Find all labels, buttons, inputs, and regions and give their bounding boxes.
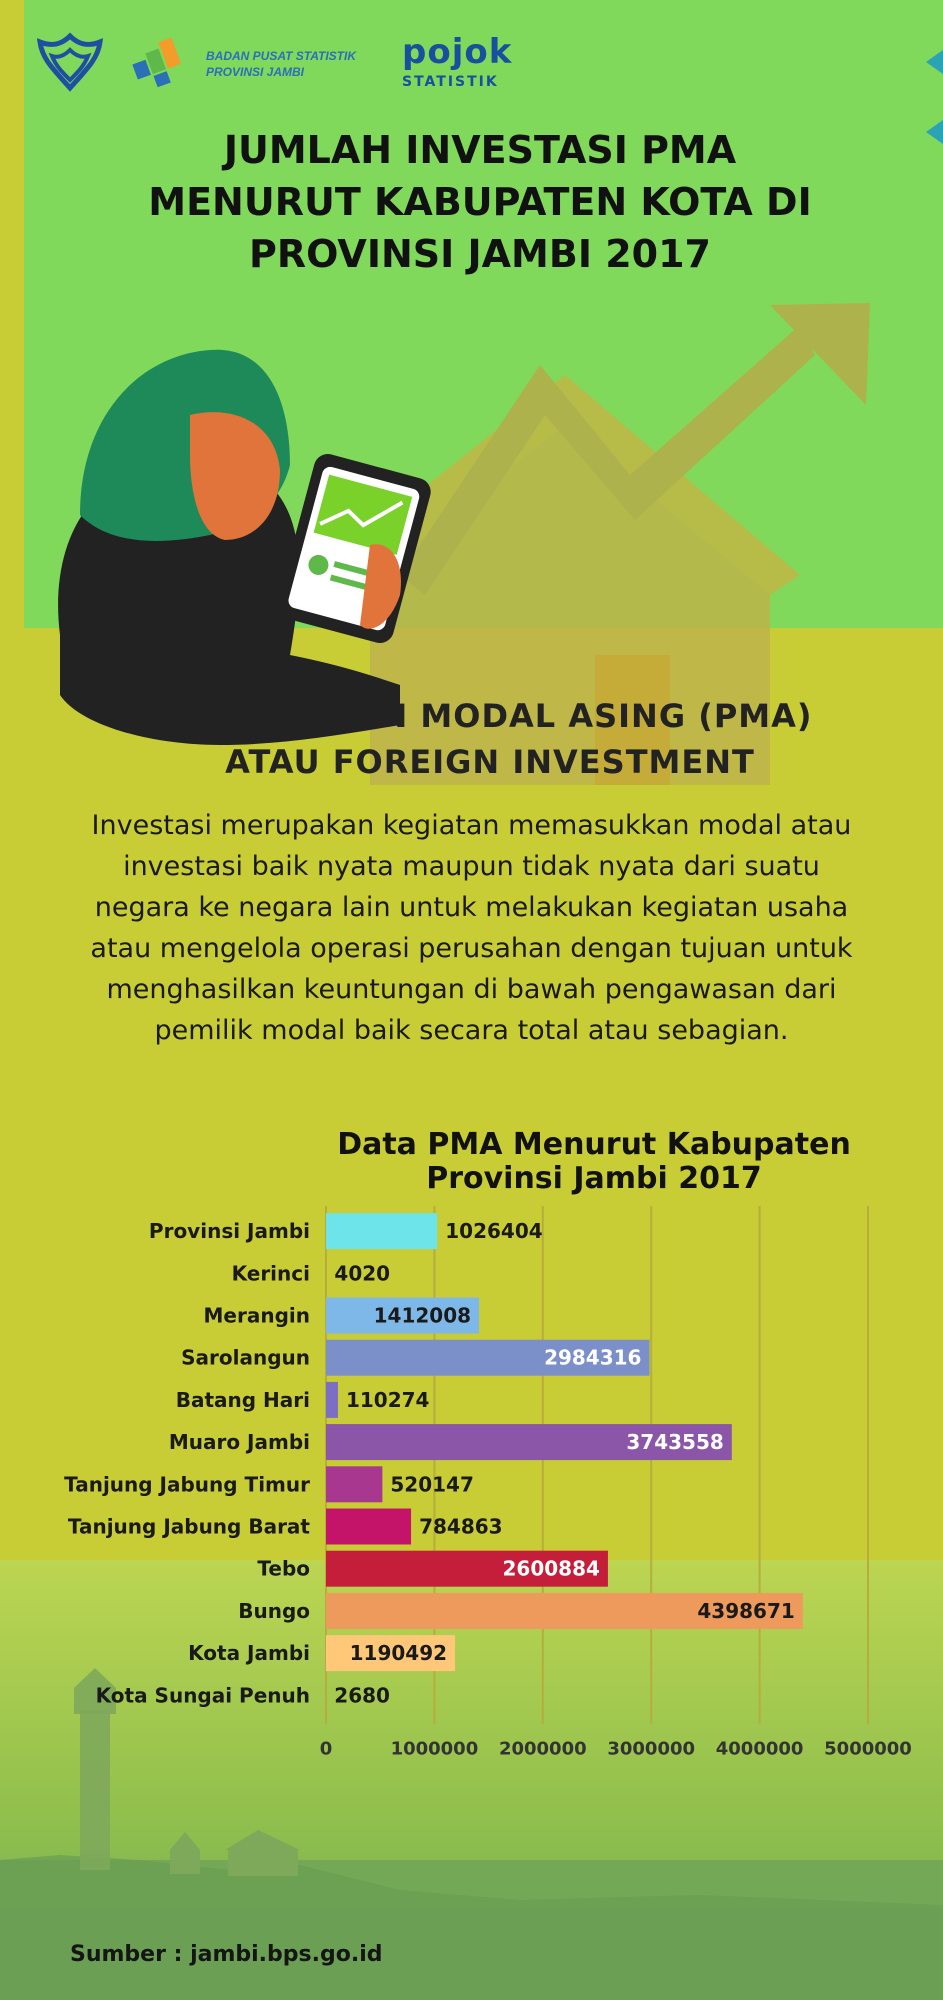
category-label: Kerinci — [231, 1261, 310, 1286]
pma-bar-chart — [0, 1110, 943, 1770]
x-tick-label: 2000000 — [498, 1738, 587, 1760]
source-credit: Sumber : jambi.bps.go.id — [70, 1942, 383, 1967]
data-label: 2680 — [334, 1683, 390, 1708]
page-title-line1: JUMLAH INVESTASI PMA — [223, 128, 737, 172]
x-tick-label: 5000000 — [824, 1738, 912, 1760]
category-label: Batang Hari — [175, 1387, 310, 1412]
page-title — [100, 124, 860, 280]
data-label: 1412008 — [373, 1303, 472, 1328]
data-label: 1026404 — [445, 1219, 543, 1244]
pojok-logo-sub: STATISTIK — [402, 74, 499, 90]
data-label: 2600884 — [502, 1556, 600, 1581]
description-line: atau mengelola operasi perusahan dengan tujuan untuk — [90, 933, 853, 964]
x-tick-label: 4000000 — [715, 1738, 804, 1760]
page-title-line2: MENURUT KABUPATEN KOTA DI — [148, 180, 812, 224]
chart-title-line2: Provinsi Jambi 2017 — [426, 1161, 762, 1196]
data-label: 2984316 — [544, 1345, 642, 1370]
section-subtitle — [100, 693, 880, 785]
government-emblem-icon — [36, 32, 104, 92]
category-label: Muaro Jambi — [168, 1430, 310, 1455]
category-label: Tanjung Jabung Timur — [64, 1472, 310, 1497]
category-label: Bungo — [238, 1598, 310, 1623]
x-tick-label: 3000000 — [607, 1738, 696, 1760]
logo-row — [36, 28, 536, 98]
woman-with-tablet-icon — [58, 350, 434, 745]
category-label: Kota Sungai Penuh — [95, 1683, 310, 1708]
data-label: 784863 — [419, 1514, 503, 1539]
data-label: 3743558 — [626, 1430, 724, 1455]
category-label: Merangin — [203, 1303, 310, 1328]
section-subtitle-line1: PENANAMAN MODAL ASING (PMA) — [167, 697, 813, 735]
chart-title-line1: Data PMA Menurut Kabupaten — [337, 1127, 851, 1162]
section-subtitle-line2: ATAU FOREIGN INVESTMENT — [225, 743, 755, 781]
bps-name-line1: BADAN PUSAT STATISTIK — [206, 49, 356, 63]
x-tick-label: 1000000 — [390, 1738, 479, 1760]
description-line: negara ke negara lain untuk melakukan kegiatan usaha — [94, 892, 849, 923]
x-tick-label: 0 — [319, 1738, 333, 1760]
pojok-logo-word: pojok — [402, 32, 513, 72]
bps-logo-icon — [124, 34, 202, 94]
category-label: Sarolangun — [181, 1345, 310, 1370]
bps-name-line2: PROVINSI JAMBI — [206, 65, 305, 79]
category-label: Kota Jambi — [188, 1641, 310, 1666]
category-label: Tanjung Jabung Barat — [67, 1514, 310, 1539]
description-line: investasi baik nyata maupun tidak nyata dari suatu — [123, 851, 820, 882]
bar — [326, 1382, 338, 1418]
data-label: 520147 — [390, 1472, 474, 1497]
data-label: 4398671 — [697, 1598, 795, 1623]
description-paragraph — [40, 805, 903, 1051]
data-label: 4020 — [334, 1261, 391, 1286]
description-line: pemilik modal baik secara total atau sebagian. — [154, 1015, 789, 1046]
bar — [326, 1466, 382, 1502]
category-label: Provinsi Jambi — [148, 1219, 310, 1244]
bps-name — [206, 48, 356, 80]
bar — [326, 1509, 411, 1545]
data-label: 110274 — [345, 1387, 430, 1412]
corner-arrow-icon — [920, 40, 943, 160]
page-title-line3: PROVINSI JAMBI 2017 — [249, 232, 711, 276]
bar — [326, 1213, 437, 1249]
category-label: Tebo — [257, 1556, 310, 1581]
data-label: 1190492 — [349, 1641, 448, 1666]
description-line: Investasi merupakan kegiatan memasukkan modal atau — [91, 810, 852, 841]
description-line: menghasilkan keuntungan di bawah pengawasan dari — [106, 974, 837, 1005]
